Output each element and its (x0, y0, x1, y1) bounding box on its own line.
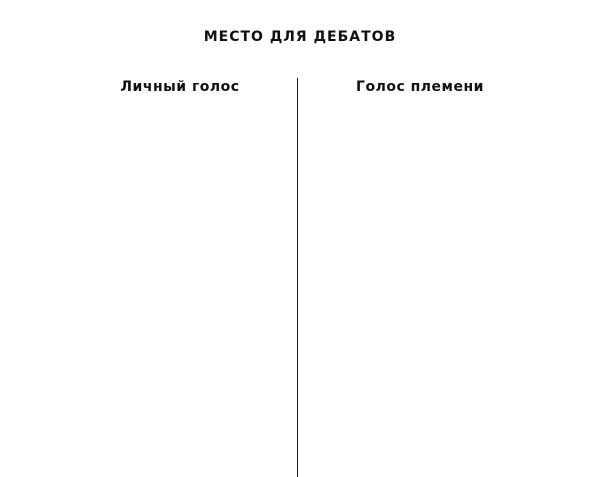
page-title: МЕСТО ДЛЯ ДЕБАТОВ (203, 29, 397, 45)
column-heading-tribe-voice: Голос племени (356, 79, 484, 95)
column-divider (297, 78, 298, 477)
column-heading-personal-voice: Личный голос (120, 79, 240, 95)
